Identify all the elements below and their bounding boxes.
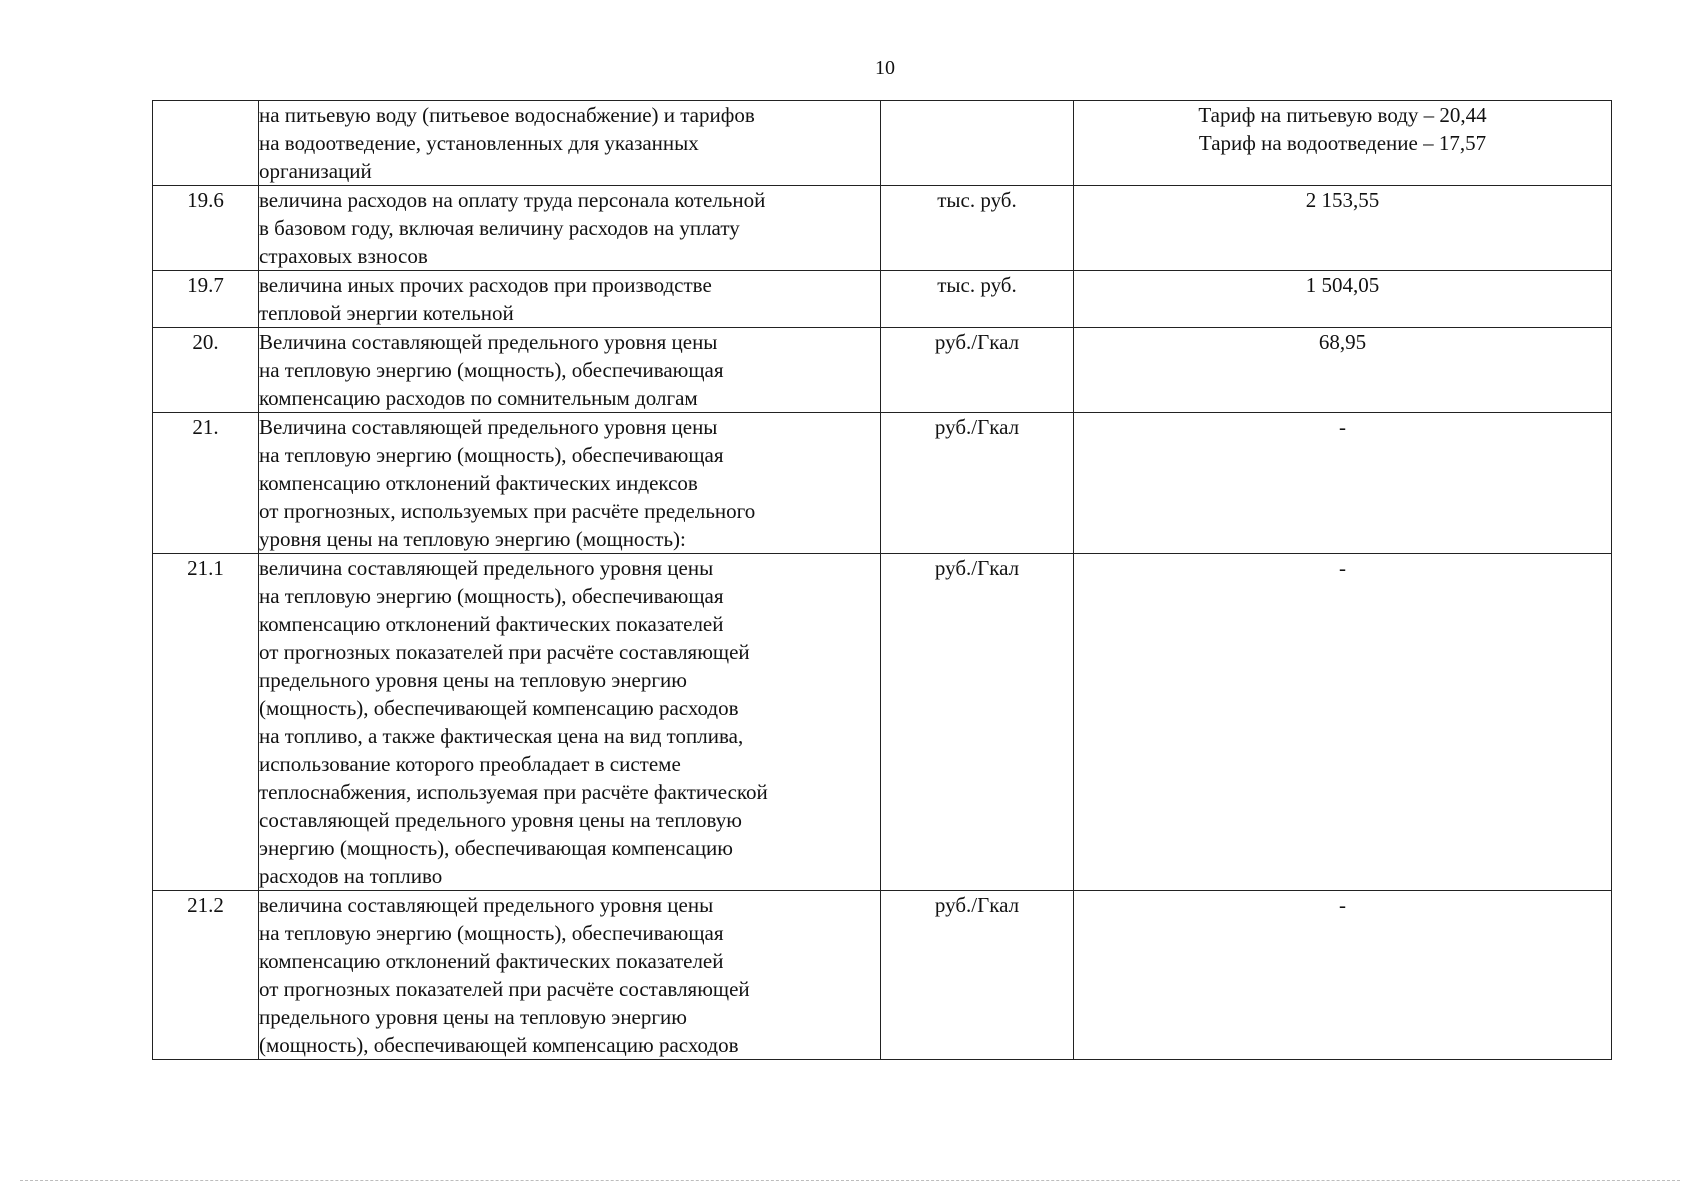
description-line: на тепловую энергию (мощность), обеспечивающая [259, 921, 724, 945]
table-row [153, 328, 1612, 413]
row-description [259, 891, 881, 1060]
row-value [1074, 891, 1612, 1060]
description-line: компенсацию отклонений фактических индексов [259, 471, 698, 495]
description-line: от прогнозных показателей при расчёте составляющей [259, 977, 750, 1001]
row-number: 21.2 [153, 891, 259, 1060]
table-row [153, 554, 1612, 891]
description-line: величина составляющей предельного уровня цены [259, 556, 714, 580]
description-line: от прогнозных показателей при расчёте составляющей [259, 640, 750, 664]
value-line: - [1339, 893, 1346, 917]
description-line: организаций [259, 159, 372, 183]
value-line: Тариф на питьевую воду – 20,44 [1198, 103, 1487, 127]
row-unit: руб./Гкал [881, 554, 1074, 891]
row-value [1074, 186, 1612, 271]
description-line: на питьевую воду (питьевое водоснабжение) и тарифов [259, 103, 755, 127]
table-row [153, 101, 1612, 186]
description-line: уровня цены на тепловую энергию (мощность): [259, 527, 686, 551]
row-value [1074, 101, 1612, 186]
row-unit: руб./Гкал [881, 328, 1074, 413]
row-unit: руб./Гкал [881, 891, 1074, 1060]
row-number: 21. [153, 413, 259, 554]
description-line: страховых взносов [259, 244, 428, 268]
description-line: на тепловую энергию (мощность), обеспечивающая [259, 584, 724, 608]
page-number: 10 [875, 57, 895, 79]
description-line: величина иных прочих расходов при производстве [259, 273, 712, 297]
description-line: (мощность), обеспечивающей компенсацию расходов [259, 1033, 739, 1057]
row-number: 20. [153, 328, 259, 413]
row-number: 19.6 [153, 186, 259, 271]
description-line: предельного уровня цены на тепловую энергию [259, 1005, 687, 1029]
row-unit: руб./Гкал [881, 413, 1074, 554]
description-line: составляющей предельного уровня цены на тепловую [259, 808, 742, 832]
row-value [1074, 413, 1612, 554]
description-line: на водоотведение, установленных для указанных [259, 131, 699, 155]
description-line: величина составляющей предельного уровня цены [259, 893, 714, 917]
row-number [153, 101, 259, 186]
table-body [153, 101, 1612, 1060]
description-line: (мощность), обеспечивающей компенсацию расходов [259, 696, 739, 720]
value-line: 1 504,05 [1305, 273, 1380, 297]
description-line: на тепловую энергию (мощность), обеспечивающая [259, 358, 724, 382]
row-description [259, 554, 881, 891]
value-line: - [1339, 415, 1346, 439]
row-description [259, 271, 881, 328]
scan-artifact-line [20, 1180, 1680, 1181]
description-line: Величина составляющей предельного уровня цены [259, 330, 718, 354]
row-description [259, 328, 881, 413]
description-line: величина расходов на оплату труда персонала котельной [259, 188, 766, 212]
row-value [1074, 554, 1612, 891]
description-line: тепловой энергии котельной [259, 301, 514, 325]
description-line: предельного уровня цены на тепловую энергию [259, 668, 687, 692]
row-unit [881, 101, 1074, 186]
value-line: Тариф на водоотведение – 17,57 [1198, 131, 1487, 155]
description-line: в базовом году, включая величину расходов на уплату [259, 216, 740, 240]
row-description [259, 413, 881, 554]
description-line: расходов на топливо [259, 864, 443, 888]
description-line: на топливо, а также фактическая цена на вид топлива, [259, 724, 744, 748]
description-line: использование которого преобладает в системе [259, 752, 681, 776]
row-unit: тыс. руб. [881, 271, 1074, 328]
table-row [153, 271, 1612, 328]
row-value [1074, 271, 1612, 328]
row-unit: тыс. руб. [881, 186, 1074, 271]
description-line: компенсацию расходов по сомнительным долгам [259, 386, 698, 410]
description-line: Величина составляющей предельного уровня цены [259, 415, 718, 439]
row-value [1074, 328, 1612, 413]
tariff-table [152, 100, 1612, 1060]
value-line: - [1339, 556, 1346, 580]
description-line: компенсацию отклонений фактических показателей [259, 612, 724, 636]
row-description [259, 186, 881, 271]
description-line: на тепловую энергию (мощность), обеспечивающая [259, 443, 724, 467]
description-line: теплоснабжения, используемая при расчёте фактической [259, 780, 768, 804]
row-description [259, 101, 881, 186]
table-row [153, 891, 1612, 1060]
description-line: от прогнозных, используемых при расчёте предельного [259, 499, 756, 523]
table-row [153, 186, 1612, 271]
value-line: 2 153,55 [1305, 188, 1380, 212]
row-number: 19.7 [153, 271, 259, 328]
table-row [153, 413, 1612, 554]
row-number: 21.1 [153, 554, 259, 891]
value-line: 68,95 [1318, 330, 1367, 354]
description-line: компенсацию отклонений фактических показателей [259, 949, 724, 973]
description-line: энергию (мощность), обеспечивающая компенсацию [259, 836, 733, 860]
